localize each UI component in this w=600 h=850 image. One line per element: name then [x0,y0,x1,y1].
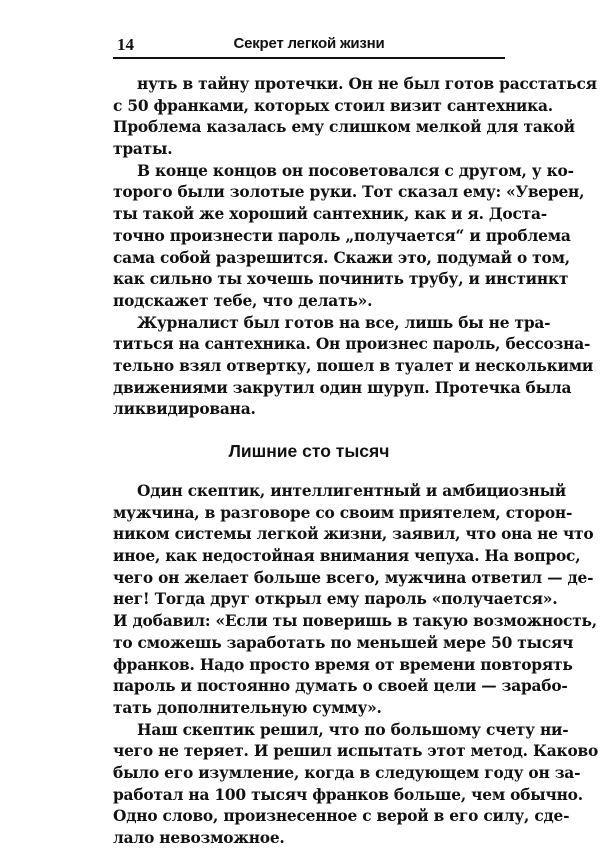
text-line: чего не теряет. И решил испытать этот метод. Каково [113,742,599,761]
text-line: ником системы легкой жизни, заявил, что она не что [113,525,594,544]
text-line: Одно слово, произнесенное с верой в его силу, сде- [113,807,570,826]
text-line: тельно взял отвертку, пошел в туалет и несколькими [113,356,594,375]
text-line: нуть в тайну протечки. Он не был готов расстаться [137,75,597,93]
paragraph [113,720,599,850]
text-line: траты. [113,140,173,159]
running-title: Секрет легкой жизни [233,35,385,52]
page-body [113,74,599,850]
text-line: ликвидирована. [113,400,256,419]
text-line: пароль и постоянно думать о своей цели — зарабо- [113,677,568,696]
text-line: точно произнести пароль „получается“ и проблема [113,226,571,245]
text-line: Журналист был готов на все, лишь бы не тра- [137,313,551,332]
text-line: мужчина, в разговоре со своим приятелем, сторон- [113,503,573,522]
text-line: подскажет тебе, что делать». [113,291,373,310]
text-line: франков. Надо просто время от времени повторять [113,655,573,674]
text-line: И добавил: «Если ты поверишь в такую возможность, [113,612,597,631]
text-line: лало невозможное. [113,829,285,847]
text-line: чего он желает больше всего, мужчина ответил — де- [113,568,594,587]
paragraph [113,313,594,421]
section-heading: Лишние сто тысяч [228,441,390,461]
text-line: работал на 100 тысяч франков больше, чем обычно. [113,785,583,804]
page-number: 14 [117,35,134,54]
text-line: тать дополнительную сумму». [113,698,382,717]
text-line: сама собой разрешится. Скажи это, подумай о том, [113,248,570,267]
text-line: как сильно ты хочешь починить трубу, и инстинкт [113,270,569,289]
paragraph [113,74,597,161]
text-line: движениями закрутил один шуруп. Протечка была [113,378,572,397]
page-header [113,35,505,59]
text-line: В конце концов он посоветовался с другом, у ко- [137,161,574,180]
paragraph [113,481,597,720]
paragraph [113,161,585,313]
text-line: иное, как недостойная внимания чепуха. На вопрос, [113,547,581,566]
text-line: то сможешь заработать по меньшей мере 50 тысяч [113,633,574,652]
text-line: нег! Тогда друг открыл ему пароль «получается». [113,590,558,609]
text-line: ты такой же хороший сантехник, как и я. Доста- [113,205,547,224]
text-line: было его изумление, когда в следующем году он за- [113,763,581,782]
text-line: Один скептик, интеллигентный и амбициозный [137,482,567,500]
text-line: торого были золотые руки. Тот сказал ему: «Уверен, [113,183,585,202]
text-line: Наш скептик решил, что по большому счету ни- [137,720,569,739]
text-line: с 50 франками, которых стоил визит сантехника. [113,96,553,115]
text-line: титься на сантехника. Он произнес пароль, бессозна- [113,335,591,354]
text-line: Проблема казалась ему слишком мелкой для такой [113,118,575,137]
